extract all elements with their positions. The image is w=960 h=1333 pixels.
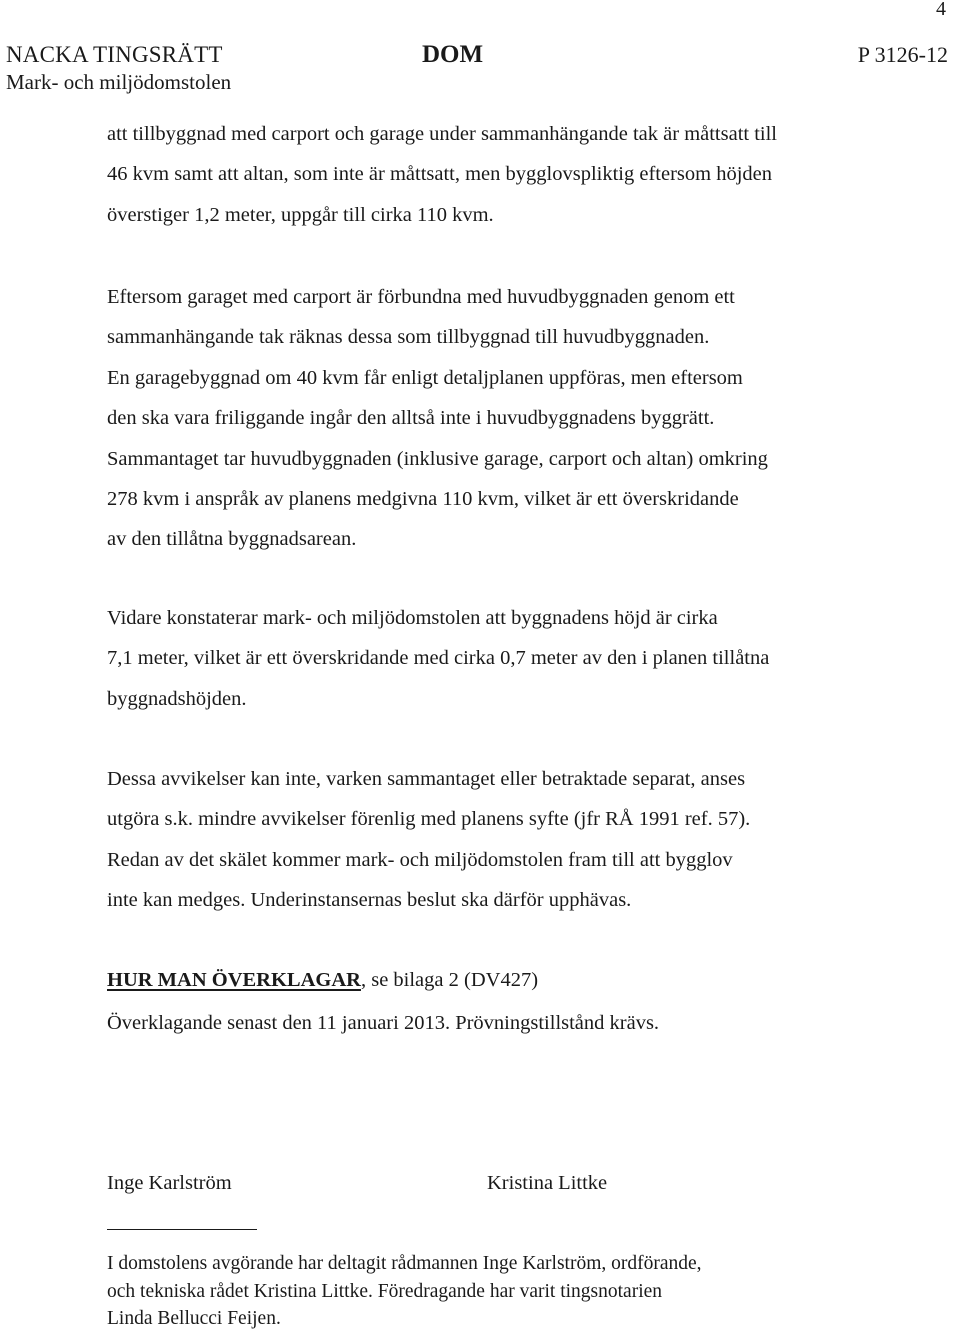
court-name: NACKA TINGSRÄTT [6, 42, 223, 67]
paragraph-conclusion [107, 759, 750, 921]
appeal-attachment-reference: , se bilaga 2 (DV427) [360, 969, 539, 991]
appeal-instructions [107, 965, 538, 995]
appeal-heading: HUR MAN ÖVERKLAGAR [107, 969, 361, 991]
text-line: En garagebyggnad om 40 kvm får enligt detaljplanen uppföras, men eftersom [107, 366, 743, 389]
text-line: 7,1 meter, vilket är ett överskridande med cirka 0,7 meter av den i planen tillåtna [107, 647, 770, 670]
footnote [107, 1250, 702, 1333]
footnote-divider [107, 1229, 257, 1230]
paragraph-building-height [107, 598, 769, 719]
text-line: byggnadshöjden. [107, 687, 247, 710]
text-line: Dessa avvikelser kan inte, varken sammantaget eller betraktade separat, anses [107, 768, 746, 790]
signature-name: Kristina Littke [487, 1172, 608, 1194]
paragraph-building-area [107, 114, 777, 235]
text-line: Vidare konstaterar mark- och miljödomstolen att byggnadens höjd är cirka [107, 607, 718, 629]
document-type: DOM [422, 41, 484, 68]
paragraph-garage-assessment [107, 277, 768, 560]
text-line: 278 kvm i anspråk av planens medgivna 110 kvm, vilket är ett överskridande [107, 488, 739, 511]
text-line: inte kan medges. Underinstansernas beslut ska därför upphävas. [107, 889, 632, 912]
footnote-line: I domstolens avgörande har deltagit rådmannen Inge Karlström, ordförande, [107, 1253, 702, 1274]
text-line: den ska vara friliggande ingår den alltså inte i huvudbyggnadens byggrätt. [107, 407, 715, 430]
text-line: att tillbyggnad med carport och garage under sammanhängande tak är måttsatt till [107, 123, 778, 145]
text-line: 46 kvm samt att altan, som inte är måttsatt, men bygglovspliktig eftersom höjden [107, 163, 772, 186]
text-line: Eftersom garaget med carport är förbundna med huvudbyggnaden genom ett [107, 286, 735, 308]
text-line: överstiger 1,2 meter, uppgår till cirka 110 kvm. [107, 203, 494, 226]
court-department: Mark- och miljödomstolen [6, 70, 232, 94]
appeal-deadline: Överklagande senast den 11 januari 2013. Prövningstillstånd krävs. [107, 1012, 660, 1034]
footnote-line: och tekniska rådet Kristina Littke. Föredragande har varit tingsnotarien [107, 1280, 663, 1302]
page-number: 4 [936, 0, 946, 20]
case-number: P 3126-12 [857, 42, 948, 67]
signature-name: Inge Karlström [107, 1172, 232, 1194]
text-line: Sammantaget tar huvudbyggnaden (inklusive garage, carport och altan) omkring [107, 447, 768, 470]
footnote-line: Linda Bellucci Feijen. [107, 1308, 281, 1329]
text-line: sammanhängande tak räknas dessa som tillbyggnad till huvudbyggnaden. [107, 326, 710, 349]
text-line: Redan av det skälet kommer mark- och miljödomstolen fram till att bygglov [107, 848, 733, 871]
text-line: av den tillåtna byggnadsarean. [107, 528, 357, 551]
text-line: utgöra s.k. mindre avvikelser förenlig med planens syfte (jfr RÅ 1991 ref. 57). [107, 808, 751, 831]
